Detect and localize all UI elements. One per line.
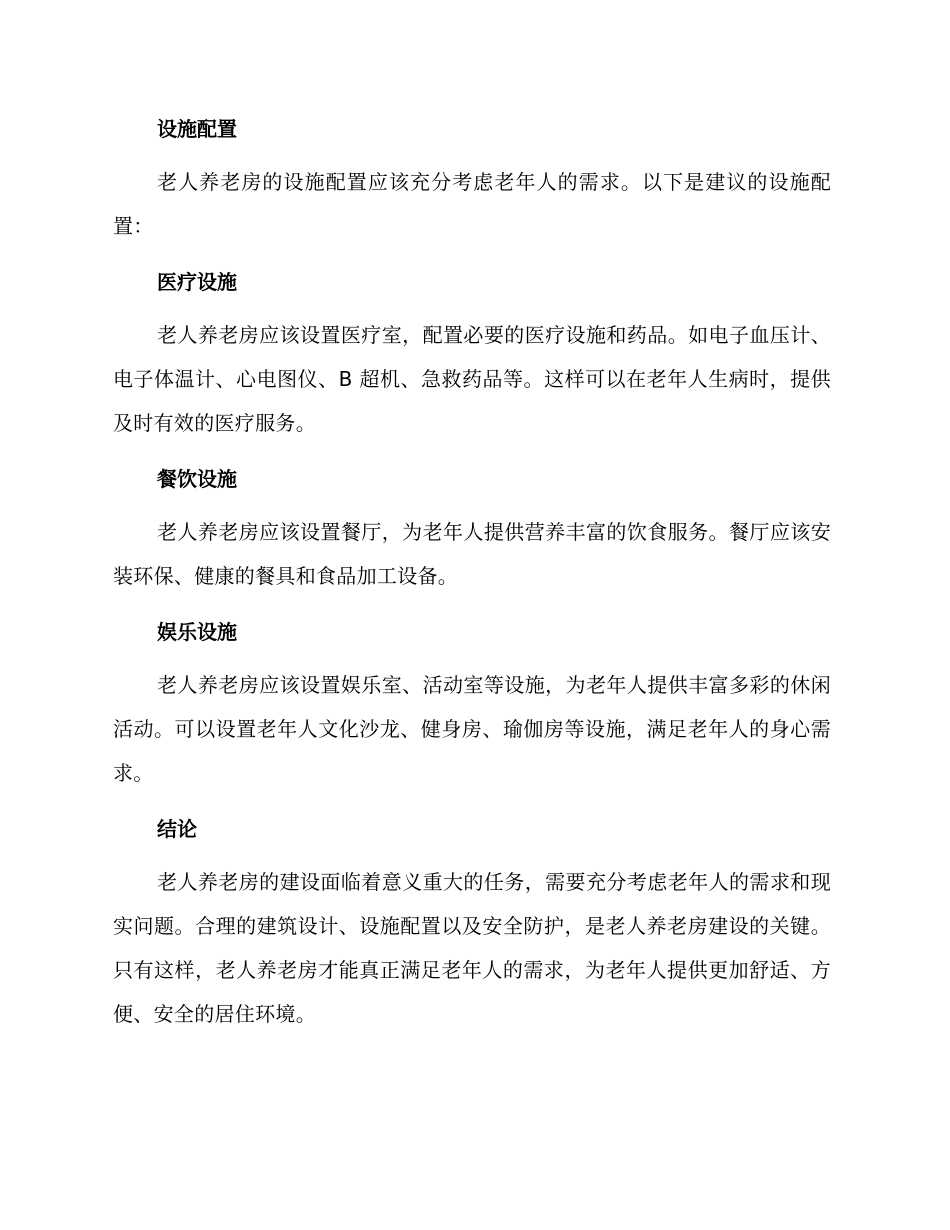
section-heading: 结论 bbox=[157, 817, 197, 841]
section-conclusion bbox=[113, 812, 831, 1036]
section-paragraph: 老人养老房应该设置餐厅，为老年人提供营养丰富的饮食服务。餐厅应该安装环保、健康的餐具和食品加工设备。 bbox=[113, 520, 831, 588]
section-facility-configuration bbox=[113, 112, 831, 265]
section-entertainment-facilities bbox=[113, 615, 831, 812]
section-paragraph: 老人养老房的设施配置应该充分考虑老年人的需求。以下是建议的设施配置： bbox=[113, 170, 831, 238]
document-body bbox=[113, 112, 831, 1036]
section-heading: 医疗设施 bbox=[157, 270, 237, 294]
section-medical-facilities bbox=[113, 265, 831, 462]
section-paragraph: 老人养老房应该设置医疗室，配置必要的医疗设施和药品。如电子血压计、电子体温计、心电图仪、B 超机、急救药品等。这样可以在老年人生病时，提供及时有效的医疗服务。 bbox=[113, 323, 831, 435]
section-heading: 娱乐设施 bbox=[157, 620, 237, 644]
section-paragraph: 老人养老房应该设置娱乐室、活动室等设施，为老年人提供丰富多彩的休闲活动。可以设置老年人文化沙龙、健身房、瑜伽房等设施，满足老年人的身心需求。 bbox=[113, 673, 831, 785]
section-heading: 餐饮设施 bbox=[157, 467, 237, 491]
section-dining-facilities bbox=[113, 462, 831, 615]
section-heading: 设施配置 bbox=[157, 117, 237, 141]
section-paragraph: 老人养老房的建设面临着意义重大的任务，需要充分考虑老年人的需求和现实问题。合理的建筑设计、设施配置以及安全防护，是老人养老房建设的关键。只有这样，老人养老房才能真正满足老年人的需求，为老年人提供更加舒适、方便、安全的居住环境。 bbox=[113, 870, 831, 1026]
